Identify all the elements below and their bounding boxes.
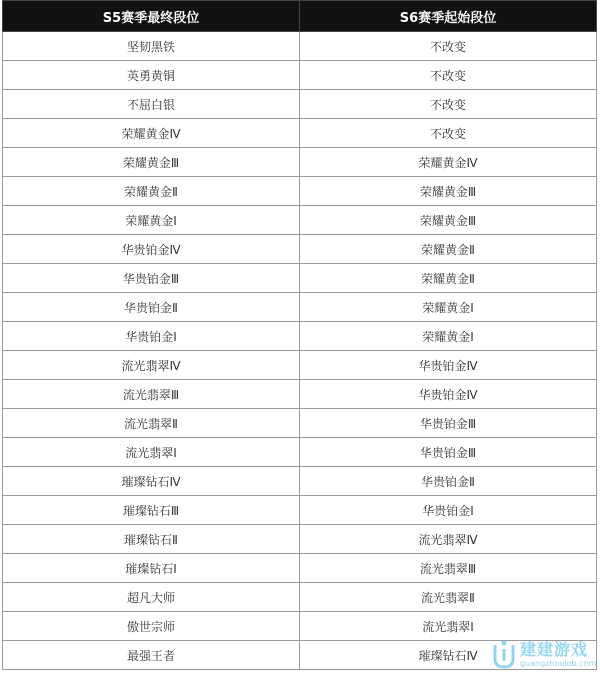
s5-rank-cell: 荣耀黄金Ⅱ (3, 177, 300, 206)
table-row (3, 612, 597, 641)
s5-rank-cell: 荣耀黄金Ⅳ (3, 119, 300, 148)
s5-rank-cell: 流光翡翠Ⅰ (3, 438, 300, 467)
table-row (3, 409, 597, 438)
table-header (3, 1, 597, 32)
table-row (3, 380, 597, 409)
s5-rank-cell: 璀璨钻石Ⅳ (3, 467, 300, 496)
s5-rank-cell: 流光翡翠Ⅲ (3, 380, 300, 409)
s5-rank-cell: 最强王者 (3, 641, 300, 670)
table-row (3, 90, 597, 119)
s6-rank-cell: 荣耀黄金Ⅱ (300, 264, 597, 293)
s6-rank-cell: 流光翡翠Ⅳ (300, 525, 597, 554)
rank-transition-table (2, 0, 597, 670)
s5-rank-cell: 华贵铂金Ⅱ (3, 293, 300, 322)
s6-rank-cell: 流光翡翠Ⅱ (300, 583, 597, 612)
table-row (3, 206, 597, 235)
table-row (3, 496, 597, 525)
header-s5-final-rank: S5赛季最终段位 (3, 1, 300, 32)
s5-rank-cell: 荣耀黄金Ⅲ (3, 148, 300, 177)
s6-rank-cell: 不改变 (300, 119, 597, 148)
table-row (3, 351, 597, 380)
s5-rank-cell: 华贵铂金Ⅰ (3, 322, 300, 351)
s5-rank-cell: 英勇黄铜 (3, 61, 300, 90)
s6-rank-cell: 荣耀黄金Ⅲ (300, 177, 597, 206)
table-row (3, 264, 597, 293)
s5-rank-cell: 傲世宗师 (3, 612, 300, 641)
table-body (3, 32, 597, 670)
s6-rank-cell: 不改变 (300, 90, 597, 119)
watermark-url: guangzhoujob.com (520, 659, 597, 668)
s5-rank-cell: 璀璨钻石Ⅰ (3, 554, 300, 583)
s5-rank-cell: 荣耀黄金Ⅰ (3, 206, 300, 235)
s6-rank-cell: 荣耀黄金Ⅰ (300, 293, 597, 322)
table-row (3, 438, 597, 467)
s6-rank-cell: 华贵铂金Ⅲ (300, 409, 597, 438)
s5-rank-cell: 坚韧黑铁 (3, 32, 300, 61)
s5-rank-cell: 璀璨钻石Ⅱ (3, 525, 300, 554)
s6-rank-cell: 荣耀黄金Ⅳ (300, 148, 597, 177)
table-row (3, 32, 597, 61)
s6-rank-cell: 不改变 (300, 61, 597, 90)
s6-rank-cell: 华贵铂金Ⅰ (300, 496, 597, 525)
s6-rank-cell: 流光翡翠Ⅲ (300, 554, 597, 583)
table-row (3, 119, 597, 148)
table-row (3, 177, 597, 206)
s5-rank-cell: 不屈白银 (3, 90, 300, 119)
s5-rank-cell: 流光翡翠Ⅳ (3, 351, 300, 380)
table-row (3, 467, 597, 496)
table-row (3, 293, 597, 322)
table-row (3, 61, 597, 90)
table-row (3, 148, 597, 177)
s5-rank-cell: 璀璨钻石Ⅲ (3, 496, 300, 525)
s5-rank-cell: 流光翡翠Ⅱ (3, 409, 300, 438)
table-row (3, 583, 597, 612)
header-s6-start-rank: S6赛季起始段位 (300, 1, 597, 32)
s5-rank-cell: 超凡大师 (3, 583, 300, 612)
table-row (3, 641, 597, 670)
watermark-name: 建建游戏 (520, 640, 589, 659)
s5-rank-cell: 华贵铂金Ⅲ (3, 264, 300, 293)
table-row (3, 322, 597, 351)
s6-rank-cell: 不改变 (300, 32, 597, 61)
s6-rank-cell: 璀璨钻石Ⅳ (300, 641, 597, 670)
table-row (3, 554, 597, 583)
s6-rank-cell: 华贵铂金Ⅲ (300, 438, 597, 467)
s6-rank-cell: 荣耀黄金Ⅲ (300, 206, 597, 235)
s6-rank-cell: 华贵铂金Ⅱ (300, 467, 597, 496)
header-row (3, 1, 597, 32)
s5-rank-cell: 华贵铂金Ⅳ (3, 235, 300, 264)
s6-rank-cell: 流光翡翠Ⅰ (300, 612, 597, 641)
s6-rank-cell: 荣耀黄金Ⅱ (300, 235, 597, 264)
s6-rank-cell: 华贵铂金Ⅳ (300, 351, 597, 380)
table-row (3, 235, 597, 264)
s6-rank-cell: 华贵铂金Ⅳ (300, 380, 597, 409)
s6-rank-cell: 荣耀黄金Ⅰ (300, 322, 597, 351)
table-row (3, 525, 597, 554)
